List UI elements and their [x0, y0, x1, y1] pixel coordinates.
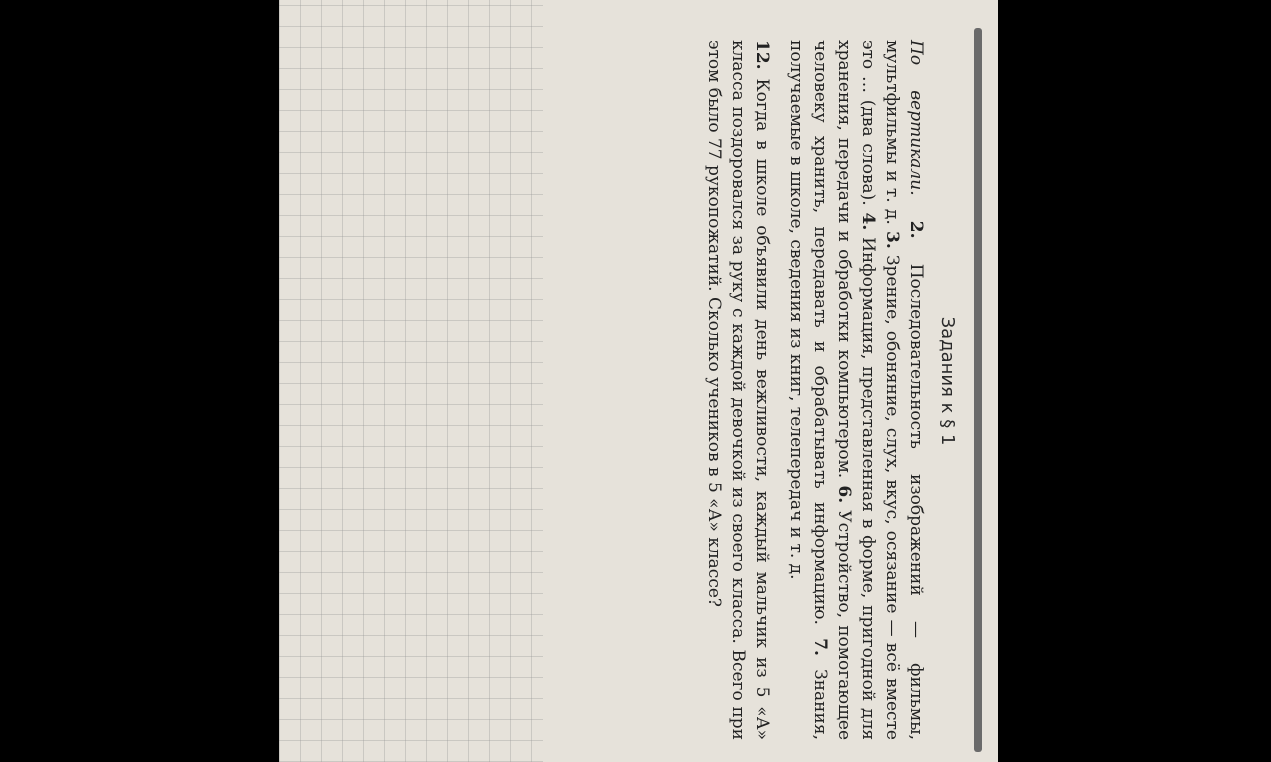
- clue-4-text: Информация, представленная в форме, пригодной для хранения, передачи и обработки компьютером.: [834, 40, 878, 741]
- clue-4-number: 4.: [858, 212, 878, 231]
- clue-2-text: Последовательность изображений — фильмы, мультфильмы и т. д.: [882, 40, 926, 741]
- clue-label: По вертикали.: [906, 40, 926, 196]
- clue-3-text: Зрение, обоняние, слух, вкус, осязание — всё вместе это … (два слова).: [858, 40, 902, 740]
- notebook-grid: [279, 0, 543, 762]
- book-page-photo: [279, 0, 998, 762]
- clue-6-text: Устройство, помогающее человеку хранить, передавать и обрабатывать информацию.: [810, 40, 854, 741]
- clue-3-number: 3.: [882, 230, 902, 249]
- page-header: Задания к § 1: [937, 316, 958, 446]
- clue-6-number: 6.: [834, 485, 854, 504]
- task-12-paragraph: [702, 40, 774, 740]
- header-rule: [974, 28, 982, 752]
- task-12-text: Когда в школе объявили день вежливости, каждый мальчик из 5 «А» класса поздоровался за руку с каждой девочкой из своего класса. Всего при этом было 77 рукопожатий. Сколько учеников в 5 «А» классе?: [704, 40, 772, 740]
- clue-paragraph: [784, 40, 928, 740]
- clue-2-number: 2.: [906, 220, 926, 239]
- task-12-number: 12.: [752, 40, 772, 70]
- page-text: [692, 40, 928, 740]
- clue-7-number: 7.: [810, 638, 830, 656]
- clue-7-text: Знания, получаемые в школе, сведения из книг, телепередач и т. д.: [786, 40, 830, 740]
